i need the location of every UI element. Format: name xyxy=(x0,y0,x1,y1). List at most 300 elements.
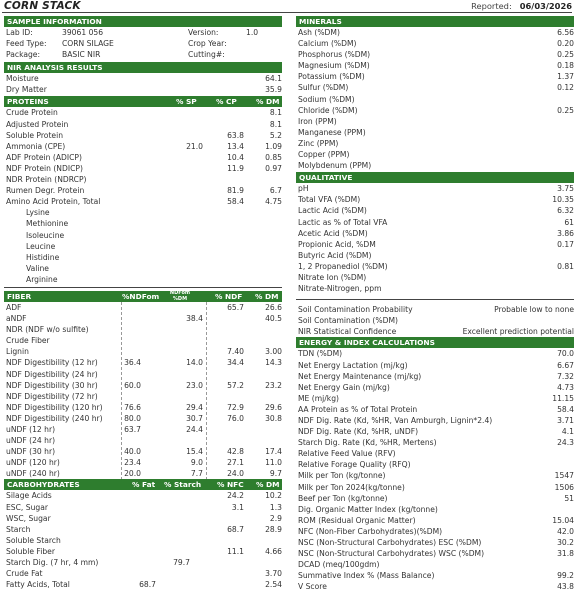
value-cell: 30.2 xyxy=(557,538,574,548)
value-cell: 4.73 xyxy=(557,382,574,392)
value-cell: 31.8 xyxy=(557,549,574,559)
table-row xyxy=(296,470,574,481)
col-header-dm: % DM xyxy=(256,97,280,107)
sample-info-row xyxy=(4,49,282,60)
value-cell: 10.35 xyxy=(552,195,574,205)
proteins-header xyxy=(4,96,282,107)
table-row xyxy=(296,448,574,459)
dm-cell: 9.7 xyxy=(269,469,282,479)
ndf-cell: 72.9 xyxy=(227,402,244,412)
carbohydrate-rows xyxy=(4,490,282,590)
table-row xyxy=(4,141,282,152)
value-cell: 1506 xyxy=(554,482,574,492)
dm-cell: 1.09 xyxy=(265,141,282,151)
ndf-cell: 7.40 xyxy=(227,347,244,357)
table-row xyxy=(296,261,574,272)
table-row xyxy=(296,60,574,71)
amino-acid-row xyxy=(4,230,282,241)
qualitative-label: Propionic Acid, %DM xyxy=(298,239,376,249)
feed-type-label: Feed Type: xyxy=(6,39,47,49)
lab-id-value: 39061 056 xyxy=(62,28,104,37)
mineral-label: Phosphorus (%DM) xyxy=(298,50,371,60)
energy-label: Milk per Ton (kg/tonne) xyxy=(298,471,386,481)
table-row xyxy=(296,105,574,116)
fiber-label: aNDF xyxy=(6,314,27,324)
ndfom-cell: 63.7 xyxy=(124,425,141,434)
table-row xyxy=(4,457,282,468)
table-row xyxy=(4,130,282,141)
table-row xyxy=(4,535,282,546)
table-row xyxy=(296,504,574,515)
carbohydrates-section xyxy=(4,479,282,590)
cp-cell: 63.8 xyxy=(227,130,244,140)
table-row xyxy=(296,559,574,570)
table-row xyxy=(296,526,574,537)
amino-acid-row xyxy=(4,252,282,263)
contamination-rows xyxy=(296,304,574,337)
qualitative-label: Butyric Acid (%DM) xyxy=(298,250,372,260)
section-title: ENERGY & INDEX CALCULATIONS xyxy=(299,338,435,348)
fiber-label: uNDF (240 hr) xyxy=(6,469,60,479)
ndfom-cell: 20.0 xyxy=(124,469,141,479)
mineral-label: Sodium (%DM) xyxy=(298,94,355,104)
qualitative-header xyxy=(296,172,574,183)
value-cell: 6.56 xyxy=(557,28,574,37)
nir-results-section xyxy=(4,62,282,95)
dm-cell: 11.0 xyxy=(265,458,282,468)
protein-label: NDF Protein (NDICP) xyxy=(6,163,83,173)
fiber-header xyxy=(4,291,282,302)
qualitative-section xyxy=(296,172,574,294)
energy-rows xyxy=(296,348,574,592)
section-title: CARBOHYDRATES xyxy=(7,480,80,490)
value-cell: 0.25 xyxy=(557,105,574,115)
energy-label: ME (mj/kg) xyxy=(298,393,339,403)
carbohydrate-label: Starch xyxy=(6,524,31,534)
qualitative-label: Lactic Acid (%DM) xyxy=(298,206,367,216)
table-row xyxy=(296,217,574,228)
ndfom-dm-cell: 7.7 xyxy=(190,469,203,479)
dm-cell: 2.9 xyxy=(269,513,282,523)
energy-section xyxy=(296,337,574,592)
table-row xyxy=(296,371,574,382)
table-row xyxy=(296,426,574,437)
nfc-cell: 11.1 xyxy=(227,546,244,556)
ndfom-dm-cell: 24.4 xyxy=(186,425,203,434)
carbohydrate-label: ESC, Sugar xyxy=(6,502,48,512)
minerals-section xyxy=(296,16,574,171)
value-cell: 3.86 xyxy=(557,228,574,238)
table-row xyxy=(296,194,574,205)
energy-label: Beef per Ton (kg/tonne) xyxy=(298,493,388,503)
table-row xyxy=(296,183,574,194)
table-row xyxy=(296,27,574,38)
dm-cell: 4.75 xyxy=(265,197,282,207)
ndf-cell: 57.2 xyxy=(227,380,244,390)
carbohydrate-label: Crude Fat xyxy=(6,569,43,579)
table-row xyxy=(296,326,574,337)
dm-cell: 6.7 xyxy=(269,186,282,196)
dm-cell: 8.1 xyxy=(269,119,282,129)
section-title: SAMPLE INFORMATION xyxy=(7,17,102,26)
ndfom-dm-cell: 15.4 xyxy=(186,447,203,457)
table-row xyxy=(296,415,574,426)
mineral-label: Iron (PPM) xyxy=(298,116,337,126)
mineral-label: Copper (PPM) xyxy=(298,150,350,160)
reported-date: 06/03/2026 xyxy=(519,1,572,11)
table-row xyxy=(296,404,574,415)
ndf-cell: 42.8 xyxy=(227,447,244,457)
table-row xyxy=(296,283,574,294)
protein-label: Crude Protein xyxy=(6,108,58,118)
report-title: CORN STACK xyxy=(4,0,81,12)
table-row xyxy=(4,468,282,479)
table-row xyxy=(296,239,574,250)
table-row xyxy=(296,71,574,82)
dm-cell: 17.4 xyxy=(265,447,282,457)
energy-label: NSC (Non-Structural Carbohydrates) ESC (%DM) xyxy=(298,538,482,548)
energy-label: Relative Forage Quality (RFQ) xyxy=(298,460,411,470)
value-cell: 0.17 xyxy=(557,239,574,249)
mineral-label: Molybdenum (PPM) xyxy=(298,161,372,171)
mineral-label: Calcium (%DM) xyxy=(298,39,357,49)
table-row xyxy=(296,272,574,283)
ndfom-dm-cell: 29.4 xyxy=(186,402,203,412)
amino-acid-label: Isoleucine xyxy=(26,230,65,240)
value-cell: 1547 xyxy=(554,471,574,481)
table-row xyxy=(296,82,574,93)
table-row xyxy=(4,357,282,368)
table-row xyxy=(296,459,574,470)
cp-cell: 11.9 xyxy=(227,163,244,173)
right-column xyxy=(296,16,574,593)
col-header-dm: % DM xyxy=(255,291,279,301)
ndfom-dm-cell: 23.0 xyxy=(186,380,203,390)
value-cell: 4.1 xyxy=(561,427,574,437)
col-header-ndfom-dm xyxy=(169,291,191,302)
value-cell: 15.04 xyxy=(552,515,574,525)
dm-cell: 3.70 xyxy=(265,569,282,579)
table-row xyxy=(296,228,574,239)
ndfom-cell: 60.0 xyxy=(124,380,141,390)
qualitative-rows xyxy=(296,183,574,294)
protein-label: NDR Protein (NDRCP) xyxy=(6,175,87,185)
version-value: 1.0 xyxy=(246,28,259,37)
reported-date-field xyxy=(471,1,572,11)
value-cell: 99.2 xyxy=(557,571,574,581)
dm-cell: 3.00 xyxy=(265,347,282,357)
protein-label: Rumen Degr. Protein xyxy=(6,186,85,196)
table-row xyxy=(4,324,282,335)
protein-label: Soluble Protein xyxy=(6,130,64,140)
section-title: PROTEINS xyxy=(7,97,49,107)
table-row xyxy=(296,515,574,526)
dm-cell: 2.54 xyxy=(265,580,282,590)
carbohydrates-header xyxy=(4,479,282,490)
table-row xyxy=(4,380,282,391)
sample-information-section xyxy=(4,16,282,60)
ndf-cell: 24.0 xyxy=(227,469,244,479)
table-row xyxy=(296,382,574,393)
divider xyxy=(296,299,574,300)
cp-cell: 58.4 xyxy=(227,197,244,207)
value-cell: 7.32 xyxy=(557,371,574,381)
carbohydrate-label: WSC, Sugar xyxy=(6,513,51,523)
ndfom-cell: 40.0 xyxy=(124,447,141,457)
fiber-label: Crude Fiber xyxy=(6,336,50,346)
table-row xyxy=(4,84,282,95)
dm-cell: 30.8 xyxy=(265,413,282,423)
protein-label: Amino Acid Protein, Total xyxy=(6,197,101,207)
table-row xyxy=(4,302,282,313)
table-row xyxy=(4,402,282,413)
fiber-label: NDF Digestibility (24 hr) xyxy=(6,369,98,379)
ndf-cell: 76.0 xyxy=(227,413,244,423)
fat-cell: 68.7 xyxy=(139,580,156,590)
energy-label: Milk per Ton 2024(kg/tonne) xyxy=(298,482,405,492)
section-title: MINERALS xyxy=(299,17,342,26)
value-cell: 70.0 xyxy=(557,349,574,359)
cp-cell: 81.9 xyxy=(227,186,244,196)
sample-info-row xyxy=(4,38,282,49)
crop-year-label: Crop Year: xyxy=(188,39,227,49)
dm-cell: 26.6 xyxy=(265,302,282,312)
qualitative-label: Total VFA (%DM) xyxy=(298,195,361,205)
table-row xyxy=(4,513,282,524)
fiber-label: uNDF (24 hr) xyxy=(6,436,56,446)
table-row xyxy=(296,537,574,548)
ndfom-dm-cell: 30.7 xyxy=(186,413,203,423)
mineral-label: Chloride (%DM) xyxy=(298,105,358,115)
mineral-label: Potassium (%DM) xyxy=(298,72,365,82)
ndf-cell: 34.4 xyxy=(227,358,244,368)
protein-label: ADF Protein (ADICP) xyxy=(6,152,82,162)
proteins-section xyxy=(4,96,282,285)
table-row xyxy=(4,369,282,380)
table-row xyxy=(296,393,574,404)
value-cell: 3.75 xyxy=(557,184,574,194)
contamination-label: Soil Contamination Probability xyxy=(298,305,413,315)
version-label: Version: xyxy=(188,28,219,37)
ndfom-dm-cell: 14.0 xyxy=(186,358,203,368)
nfc-cell: 3.1 xyxy=(231,502,244,512)
left-column xyxy=(4,16,282,590)
lab-id-label: Lab ID: xyxy=(6,28,33,37)
value-cell: 0.18 xyxy=(557,61,574,71)
value-cell: 1.37 xyxy=(557,72,574,82)
energy-label: Starch Dig. Rate (Kd, %HR, Mertens) xyxy=(298,438,437,448)
dm-cell: 0.97 xyxy=(265,163,282,173)
fiber-label: ADF xyxy=(6,302,22,312)
col-header-cp: % CP xyxy=(216,97,237,107)
dm-cell: 4.66 xyxy=(265,546,282,556)
qualitative-label: 1, 2 Propanediol (%DM) xyxy=(298,261,388,271)
fiber-label: uNDF (30 hr) xyxy=(6,447,56,457)
value-cell: 0.25 xyxy=(557,50,574,60)
amino-acid-row xyxy=(4,241,282,252)
energy-label: AA Protein as % of Total Protein xyxy=(298,404,418,414)
amino-acid-label: Histidine xyxy=(26,252,60,262)
table-row xyxy=(296,570,574,581)
carbohydrate-label: Soluble Fiber xyxy=(6,546,55,556)
protein-label: Ammonia (CPE) xyxy=(6,141,66,151)
value-cell: 0.20 xyxy=(557,39,574,49)
col-header-ndfom-dm-line2: %DM xyxy=(172,295,188,302)
table-row xyxy=(296,38,574,49)
dm-cell: 14.3 xyxy=(265,358,282,368)
fiber-label: NDF Digestibility (30 hr) xyxy=(6,380,98,390)
value-cell: 6.67 xyxy=(557,360,574,370)
carbohydrate-label: Starch Dig. (7 hr, 4 mm) xyxy=(6,558,99,568)
energy-label: TDN (%DM) xyxy=(298,349,343,359)
col-header-ndfom: %NDFom xyxy=(122,291,160,301)
amino-acid-row xyxy=(4,218,282,229)
table-row xyxy=(4,490,282,501)
table-row xyxy=(296,160,574,171)
table-row xyxy=(296,250,574,261)
value-cell: 61 xyxy=(564,217,574,227)
cp-cell: 10.4 xyxy=(227,152,244,162)
value-cell: 11.15 xyxy=(552,393,574,403)
value-cell: 58.4 xyxy=(557,404,574,414)
dm-cell: 28.9 xyxy=(265,524,282,534)
table-row xyxy=(4,446,282,457)
cp-cell: 13.4 xyxy=(227,141,244,151)
qualitative-label: Nitrate Ion (%DM) xyxy=(298,272,367,282)
starch-cell: 79.7 xyxy=(173,558,190,568)
sample-info-row xyxy=(4,27,282,38)
divider xyxy=(4,287,282,288)
nir-label: Dry Matter xyxy=(6,85,47,95)
ndf-cell: 27.1 xyxy=(227,458,244,468)
mineral-rows xyxy=(296,27,574,171)
table-row xyxy=(296,581,574,592)
table-row xyxy=(296,205,574,216)
energy-label: Net Energy Lactation (mj/kg) xyxy=(298,360,408,370)
amino-acid-rows xyxy=(4,207,282,285)
table-row xyxy=(296,138,574,149)
section-title: QUALITATIVE xyxy=(299,173,353,183)
energy-header xyxy=(296,337,574,348)
table-row xyxy=(4,107,282,118)
ndfom-dm-cell: 38.4 xyxy=(186,314,203,324)
table-row xyxy=(4,391,282,402)
value-cell: 64.1 xyxy=(265,74,282,84)
fiber-label: NDF Digestibility (240 hr) xyxy=(6,413,103,423)
fiber-label: NDF Digestibility (12 hr) xyxy=(6,358,98,368)
protein-label: Adjusted Protein xyxy=(6,119,69,129)
table-row xyxy=(4,424,282,435)
table-row xyxy=(4,152,282,163)
amino-acid-label: Arginine xyxy=(26,274,58,284)
ndfom-dm-cell: 9.0 xyxy=(190,458,203,468)
energy-label: NFC (Non-Fiber Carbohydrates)(%DM) xyxy=(298,526,443,536)
fiber-rows xyxy=(4,302,282,480)
dm-cell: 0.85 xyxy=(265,152,282,162)
table-row xyxy=(296,304,574,315)
nfc-cell: 24.2 xyxy=(227,491,244,501)
table-row xyxy=(296,437,574,448)
table-row xyxy=(4,524,282,535)
sample-information-header xyxy=(4,16,282,27)
table-row xyxy=(296,127,574,138)
fiber-label: uNDF (120 hr) xyxy=(6,458,60,468)
dm-cell: 10.2 xyxy=(265,491,282,501)
dm-cell: 23.2 xyxy=(265,380,282,390)
mineral-label: Sulfur (%DM) xyxy=(298,83,349,93)
mineral-label: Zinc (PPM) xyxy=(298,138,339,148)
nir-results-header xyxy=(4,62,282,73)
dm-cell: 40.5 xyxy=(265,314,282,324)
table-row xyxy=(296,116,574,127)
qualitative-label: Lactic as % of Total VFA xyxy=(298,217,388,227)
table-row xyxy=(296,315,574,326)
value-cell: 42.0 xyxy=(557,526,574,536)
value-cell: 35.9 xyxy=(265,85,282,95)
minerals-header xyxy=(296,16,574,27)
energy-label: Dig. Organic Matter Index (kg/tonne) xyxy=(298,504,438,514)
table-row xyxy=(4,185,282,196)
ndfom-cell: 23.4 xyxy=(124,458,141,468)
col-header-sp: % SP xyxy=(176,97,197,107)
energy-label: Summative Index % (Mass Balance) xyxy=(298,571,435,581)
table-row xyxy=(296,493,574,504)
energy-label: ROM (Residual Organic Matter) xyxy=(298,515,416,525)
carbohydrate-label: Fatty Acids, Total xyxy=(6,580,70,590)
table-row xyxy=(296,149,574,160)
energy-label: NDF Dig. Rate (Kd, %HR, Van Amburgh, Lignin*2.4) xyxy=(298,416,493,425)
amino-acid-label: Leucine xyxy=(26,241,56,251)
value-cell: 51 xyxy=(564,493,574,503)
table-row xyxy=(4,73,282,84)
dm-cell: 1.3 xyxy=(269,502,282,512)
table-row xyxy=(4,196,282,207)
table-row xyxy=(296,360,574,371)
table-row xyxy=(4,502,282,513)
table-row xyxy=(296,348,574,359)
table-row xyxy=(296,94,574,105)
energy-label: Net Energy Gain (mj/kg) xyxy=(298,382,390,392)
col-header-dm: % DM xyxy=(256,480,280,490)
table-row xyxy=(296,548,574,559)
section-title: NIR ANALYSIS RESULTS xyxy=(7,63,103,73)
energy-label: V Score xyxy=(298,582,327,592)
amino-acid-row xyxy=(4,263,282,274)
mineral-label: Magnesium (%DM) xyxy=(298,61,370,71)
value-cell: 24.3 xyxy=(557,438,574,448)
dm-cell: 29.6 xyxy=(265,402,282,412)
col-header-nfc: % NFC xyxy=(217,480,244,490)
mineral-label: Manganese (PPM) xyxy=(298,127,366,137)
value-cell: 43.8 xyxy=(557,582,574,592)
table-row xyxy=(4,435,282,446)
table-row xyxy=(4,568,282,579)
amino-acid-label: Methionine xyxy=(26,219,69,229)
table-row xyxy=(4,335,282,346)
table-row xyxy=(4,546,282,557)
protein-rows xyxy=(4,107,282,207)
qualitative-label: Nitrate-Nitrogen, ppm xyxy=(298,284,382,294)
qualitative-label: pH xyxy=(298,184,309,194)
mineral-label: Ash (%DM) xyxy=(298,28,340,37)
col-header-starch: % Starch xyxy=(164,480,202,490)
dm-cell: 8.1 xyxy=(269,108,282,118)
table-row xyxy=(4,579,282,590)
fiber-label: NDF Digestibility (120 hr) xyxy=(6,402,103,412)
fiber-label: uNDF (12 hr) xyxy=(6,425,56,434)
value-cell: 0.81 xyxy=(557,261,574,271)
feed-type-value: CORN SILAGE xyxy=(62,39,114,49)
